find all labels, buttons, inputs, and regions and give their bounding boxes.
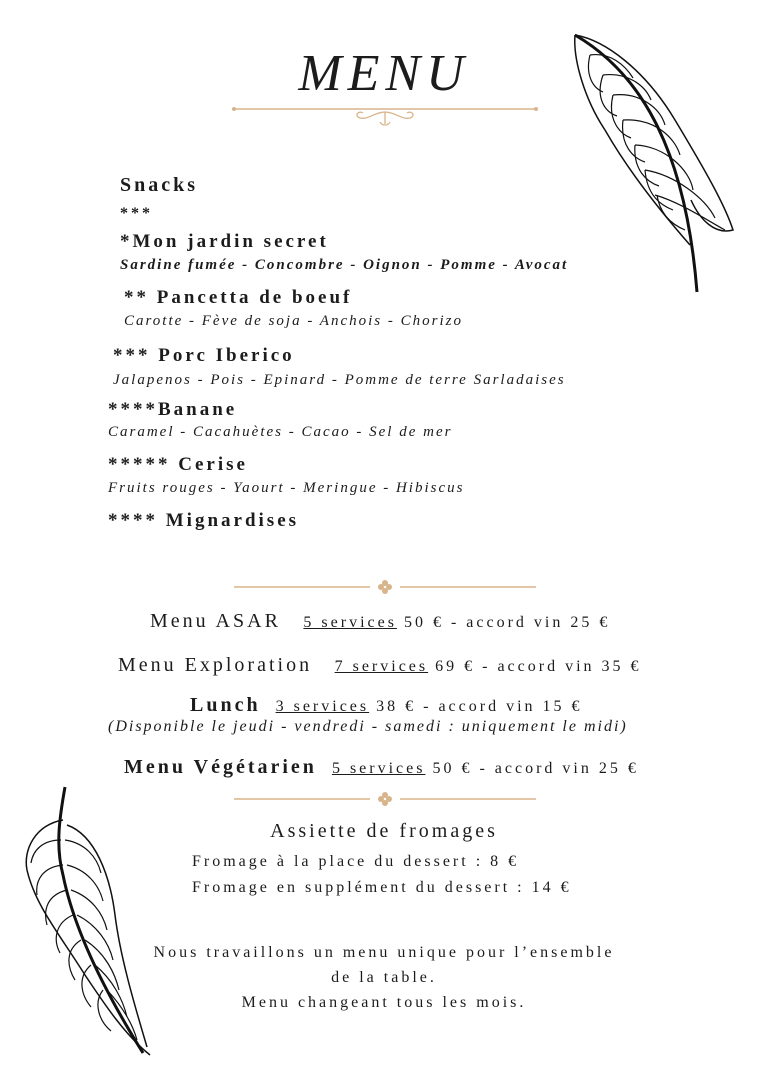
title-ornament — [230, 100, 540, 130]
dish-name: ****Banane — [108, 399, 238, 420]
cheese-line: Fromage en supplément du dessert : 14 € — [192, 879, 572, 896]
dish-name: **** Mignardises — [108, 510, 300, 531]
footer-line: de la table. — [331, 969, 437, 986]
menu-name: Menu Exploration — [118, 654, 313, 676]
menu-services: 3 services — [275, 698, 370, 715]
dish-description: Jalapenos - Pois - Epinard - Pomme de terre Sarladaises — [113, 372, 566, 388]
menu-price: 50 € - accord vin 25 € — [425, 760, 639, 777]
section-divider — [230, 791, 540, 807]
footer-line: Nous travaillons un menu unique pour l’ensemble — [153, 944, 615, 961]
dish-name: ***** Cerise — [108, 454, 248, 475]
footer-line: Menu changeant tous les mois. — [241, 994, 527, 1011]
dish-description: Fruits rouges - Yaourt - Meringue - Hibiscus — [108, 480, 465, 496]
menu-price: 50 € - accord vin 25 € — [396, 614, 611, 631]
menu-price: 69 € - accord vin 35 € — [428, 658, 642, 675]
dish-name: *Mon jardin secret — [120, 231, 329, 252]
dish-name: ** Pancetta de boeuf — [124, 287, 353, 308]
cheese-line: Fromage à la place du dessert : 8 € — [192, 853, 520, 870]
lunch-note: (Disponible le jeudi - vendredi - samedi : uniquement le midi) — [108, 718, 628, 735]
menu-services: 5 services — [331, 760, 426, 777]
menu-lunch-row — [190, 694, 583, 717]
menu-vegetarien-row — [124, 756, 639, 779]
menu-name: Menu ASAR — [150, 610, 281, 632]
menu-exploration-row — [118, 654, 642, 677]
dish-description: Carotte - Fève de soja - Anchois - Chorizo — [124, 313, 463, 329]
dish-description: Caramel - Cacahuètes - Cacao - Sel de mer — [108, 424, 453, 440]
section-divider — [230, 579, 540, 595]
menu-name: Menu Végétarien — [124, 756, 317, 778]
page-title: MENU — [298, 45, 470, 102]
dish-description: Sardine fumée - Concombre - Oignon - Pomme - Avocat — [120, 257, 569, 273]
cheese-title: Assiette de fromages — [270, 820, 498, 842]
snacks-stars: *** — [120, 205, 153, 222]
feather-illustration-top — [565, 30, 745, 300]
menu-name: Lunch — [190, 694, 261, 716]
snacks-heading: Snacks — [120, 174, 199, 196]
dish-name: *** Porc Iberico — [113, 345, 295, 366]
menu-services: 7 services — [334, 658, 429, 675]
menu-price: 38 € - accord vin 15 € — [369, 698, 583, 715]
menu-services: 5 services — [303, 614, 397, 631]
menu-asar-row — [150, 610, 610, 633]
